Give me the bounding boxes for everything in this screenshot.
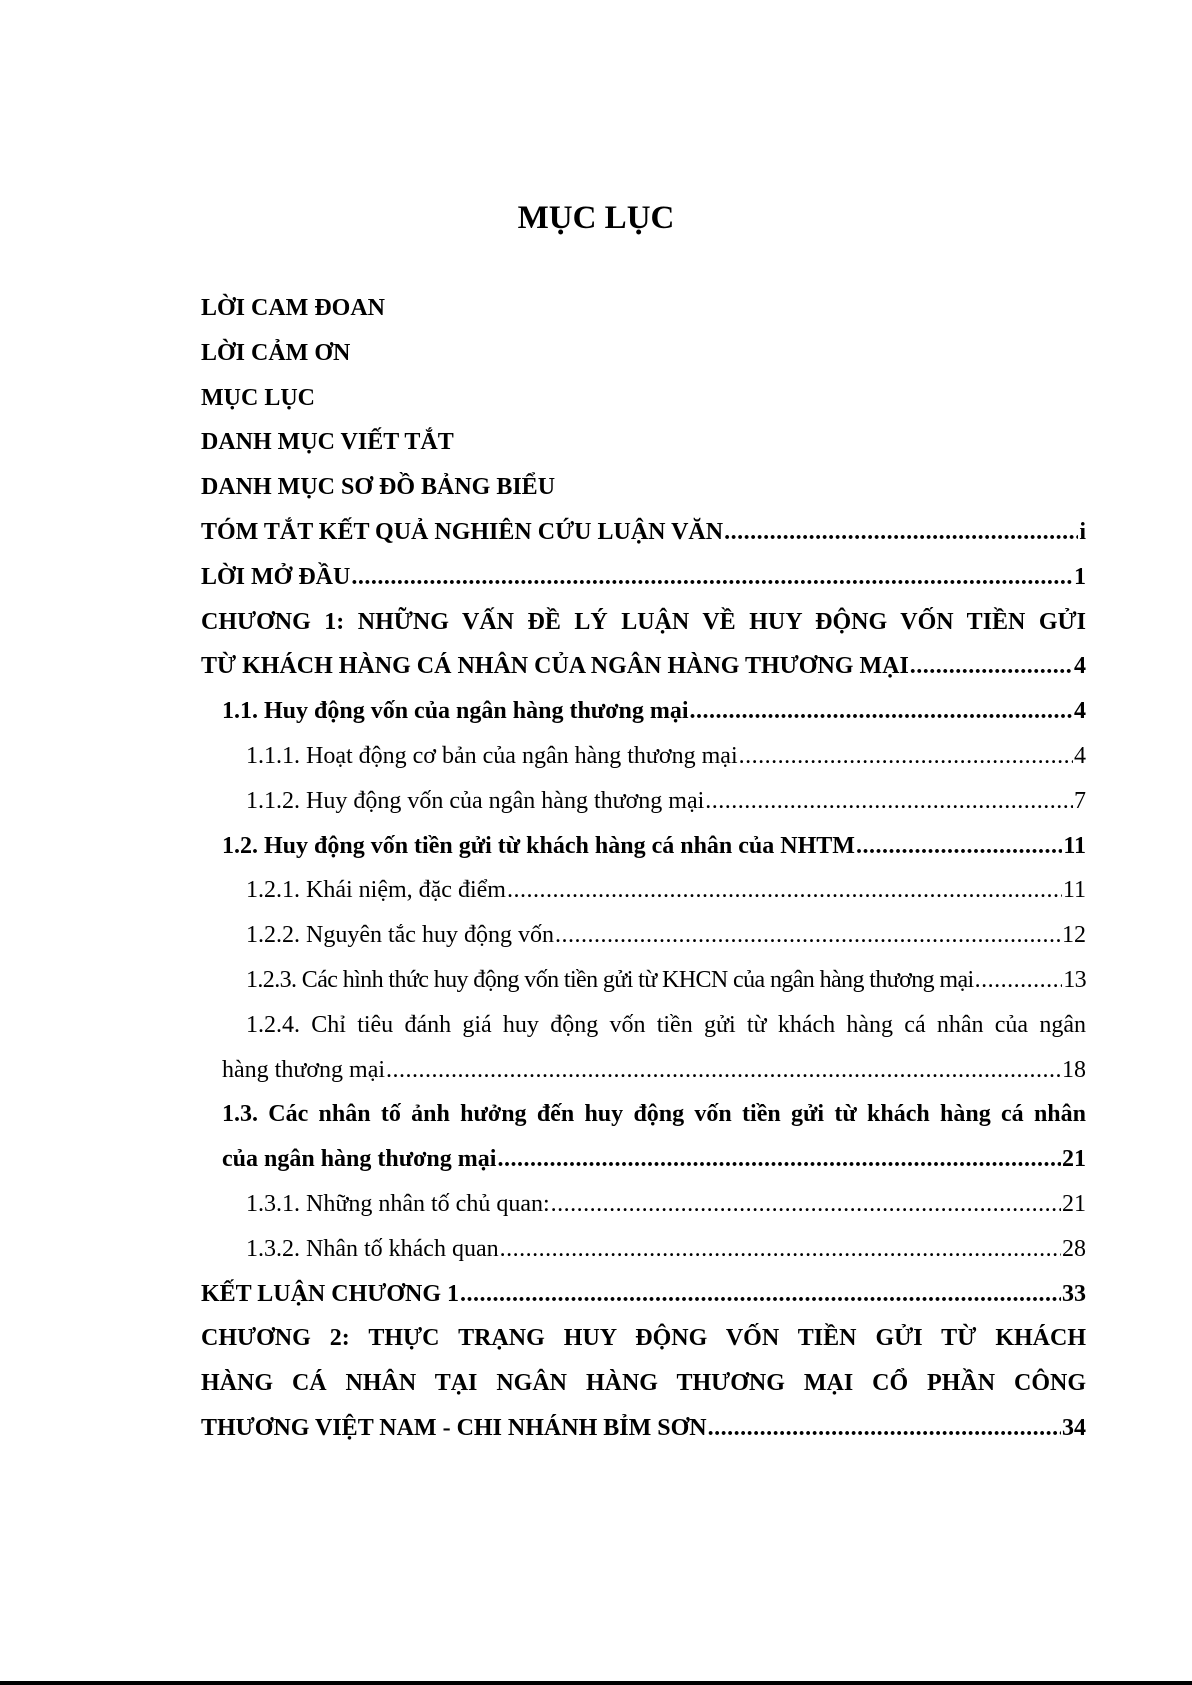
toc-entry-1-3-2[interactable]	[201, 1227, 1086, 1272]
toc-entry-text: 1.2.3. Các hình thức huy động vốn tiền gửi từ KHCN của ngân hàng thương mại	[246, 966, 974, 993]
toc-entry-tom-tat[interactable]	[201, 510, 1086, 555]
toc-entry-text: 1.3.2. Nhân tố khách quan	[246, 1235, 499, 1262]
toc-page-number: 11	[1062, 877, 1086, 904]
toc-entry-loi-mo-dau[interactable]	[201, 555, 1086, 600]
toc-page-number: 21	[1062, 1146, 1086, 1173]
toc-page-number: i	[1079, 518, 1086, 545]
toc-page-number: 4	[1074, 653, 1086, 680]
toc-page-number: 28	[1062, 1235, 1086, 1262]
toc-entry-muc-luc[interactable]: MỤC LỤC	[201, 384, 315, 411]
toc-entry-1-1-2[interactable]	[201, 779, 1086, 824]
toc-entry-1-3-1[interactable]	[201, 1182, 1086, 1227]
toc-page-number: 1	[1074, 563, 1086, 590]
dot-leader	[724, 510, 1078, 555]
toc-entry-chuong-2-line-1[interactable]: CHƯƠNG 2: THỰC TRẠNG HUY ĐỘNG VỐN TIỀN GỬI TỪ KHÁCH	[201, 1325, 1086, 1352]
toc-page-number: 7	[1074, 787, 1086, 814]
toc-page-number: 4	[1074, 742, 1086, 769]
toc-entry-chuong-1[interactable]	[201, 644, 1086, 689]
toc-entry-loi-cam-doan[interactable]: LỜI CAM ĐOAN	[201, 295, 385, 321]
toc-entry-text: TỪ KHÁCH HÀNG CÁ NHÂN CỦA NGÂN HÀNG THƯƠNG MẠI	[201, 653, 909, 680]
dot-leader	[708, 1406, 1061, 1451]
dot-leader	[351, 555, 1073, 600]
dot-leader	[386, 1048, 1061, 1093]
toc-entry-1-2-3[interactable]	[201, 958, 1086, 1003]
dot-leader	[460, 1272, 1061, 1317]
toc-entry-text: 1.2.2. Nguyên tắc huy động vốn	[246, 922, 554, 949]
toc-entry-ket-luan-chuong-1[interactable]	[201, 1272, 1086, 1317]
toc-entry-1-2-2[interactable]	[201, 913, 1086, 958]
toc-entry-text: 1.1.1. Hoạt động cơ bản của ngân hàng thương mại	[246, 742, 738, 769]
dot-leader	[507, 868, 1062, 913]
toc-entry-1-3[interactable]	[201, 1137, 1086, 1182]
toc-entry-1-2-1[interactable]	[201, 868, 1086, 913]
toc-entry-1-3-line-1[interactable]: 1.3. Các nhân tố ảnh hưởng đến huy động vốn tiền gửi từ khách hàng cá nhân	[222, 1101, 1086, 1128]
toc-entry-1-1[interactable]	[201, 689, 1086, 734]
dot-leader	[551, 1182, 1061, 1227]
toc-entry-text: TÓM TẮT KẾT QUẢ NGHIÊN CỨU LUẬN VĂN	[201, 518, 724, 545]
toc-page-number: 33	[1062, 1280, 1086, 1307]
dot-leader	[856, 824, 1062, 869]
toc-page-number: 4	[1074, 698, 1086, 725]
toc-entry-chuong-2-line-2[interactable]: HÀNG CÁ NHÂN TẠI NGÂN HÀNG THƯƠNG MẠI CỔ PHẦN CÔNG	[201, 1370, 1086, 1397]
toc-page-number: 11	[1063, 832, 1086, 859]
toc-page-number: 21	[1062, 1190, 1086, 1217]
toc-entry-text: hàng thương mại	[222, 1056, 386, 1083]
toc-entry-chuong-1-line-1[interactable]: CHƯƠNG 1: NHỮNG VẤN ĐỀ LÝ LUẬN VỀ HUY ĐỘNG VỐN TIỀN GỬI	[201, 608, 1086, 635]
toc-entry-chuong-2[interactable]	[201, 1406, 1086, 1451]
toc-entry-danh-muc-so-do[interactable]: DANH MỤC SƠ ĐỒ BẢNG BIỂU	[201, 474, 556, 501]
toc-entry-text: LỜI MỞ ĐẦU	[201, 563, 351, 590]
toc-entry-text: của ngân hàng thương mại	[222, 1146, 497, 1173]
toc-entry-text: KẾT LUẬN CHƯƠNG 1	[201, 1280, 460, 1307]
toc-entry-text: 1.1.2. Huy động vốn của ngân hàng thương mại	[246, 787, 705, 814]
toc-entry-1-2-4[interactable]	[201, 1048, 1086, 1093]
toc-page-number: 18	[1062, 1056, 1086, 1083]
toc-entry-danh-muc-viet-tat[interactable]: DANH MỤC VIẾT TẮT	[201, 429, 454, 456]
toc-entry-text: THƯƠNG VIỆT NAM - CHI NHÁNH BỈM SƠN	[201, 1414, 707, 1441]
bottom-border	[0, 1681, 1192, 1685]
table-of-contents	[201, 286, 1086, 1451]
toc-entry-1-1-1[interactable]	[201, 734, 1086, 779]
toc-entry-1-2[interactable]	[201, 824, 1086, 869]
toc-page-number: 12	[1062, 922, 1086, 949]
dot-leader	[739, 734, 1073, 779]
page-title: MỤC LỤC	[517, 200, 675, 236]
toc-entry-1-2-4-line-1[interactable]: 1.2.4. Chỉ tiêu đánh giá huy động vốn tiền gửi từ khách hàng cá nhân của ngân	[246, 1011, 1086, 1038]
dot-leader	[705, 779, 1073, 824]
dot-leader	[555, 913, 1061, 958]
dot-leader	[690, 689, 1074, 734]
toc-page-number: 13	[1063, 966, 1086, 993]
toc-entry-text: 1.2. Huy động vốn tiền gửi từ khách hàng cá nhân của NHTM	[222, 832, 855, 859]
toc-entry-loi-cam-on[interactable]: LỜI CẢM ƠN	[201, 339, 351, 366]
toc-page-number: 34	[1062, 1414, 1086, 1441]
dot-leader	[500, 1227, 1061, 1272]
toc-entry-text: 1.1. Huy động vốn của ngân hàng thương mại	[222, 698, 689, 725]
toc-entry-text: 1.3.1. Những nhân tố chủ quan:	[246, 1190, 550, 1217]
dot-leader	[975, 958, 1063, 1003]
toc-entry-text: 1.2.1. Khái niệm, đặc điểm	[246, 877, 506, 904]
dot-leader	[910, 644, 1073, 689]
dot-leader	[497, 1137, 1061, 1182]
